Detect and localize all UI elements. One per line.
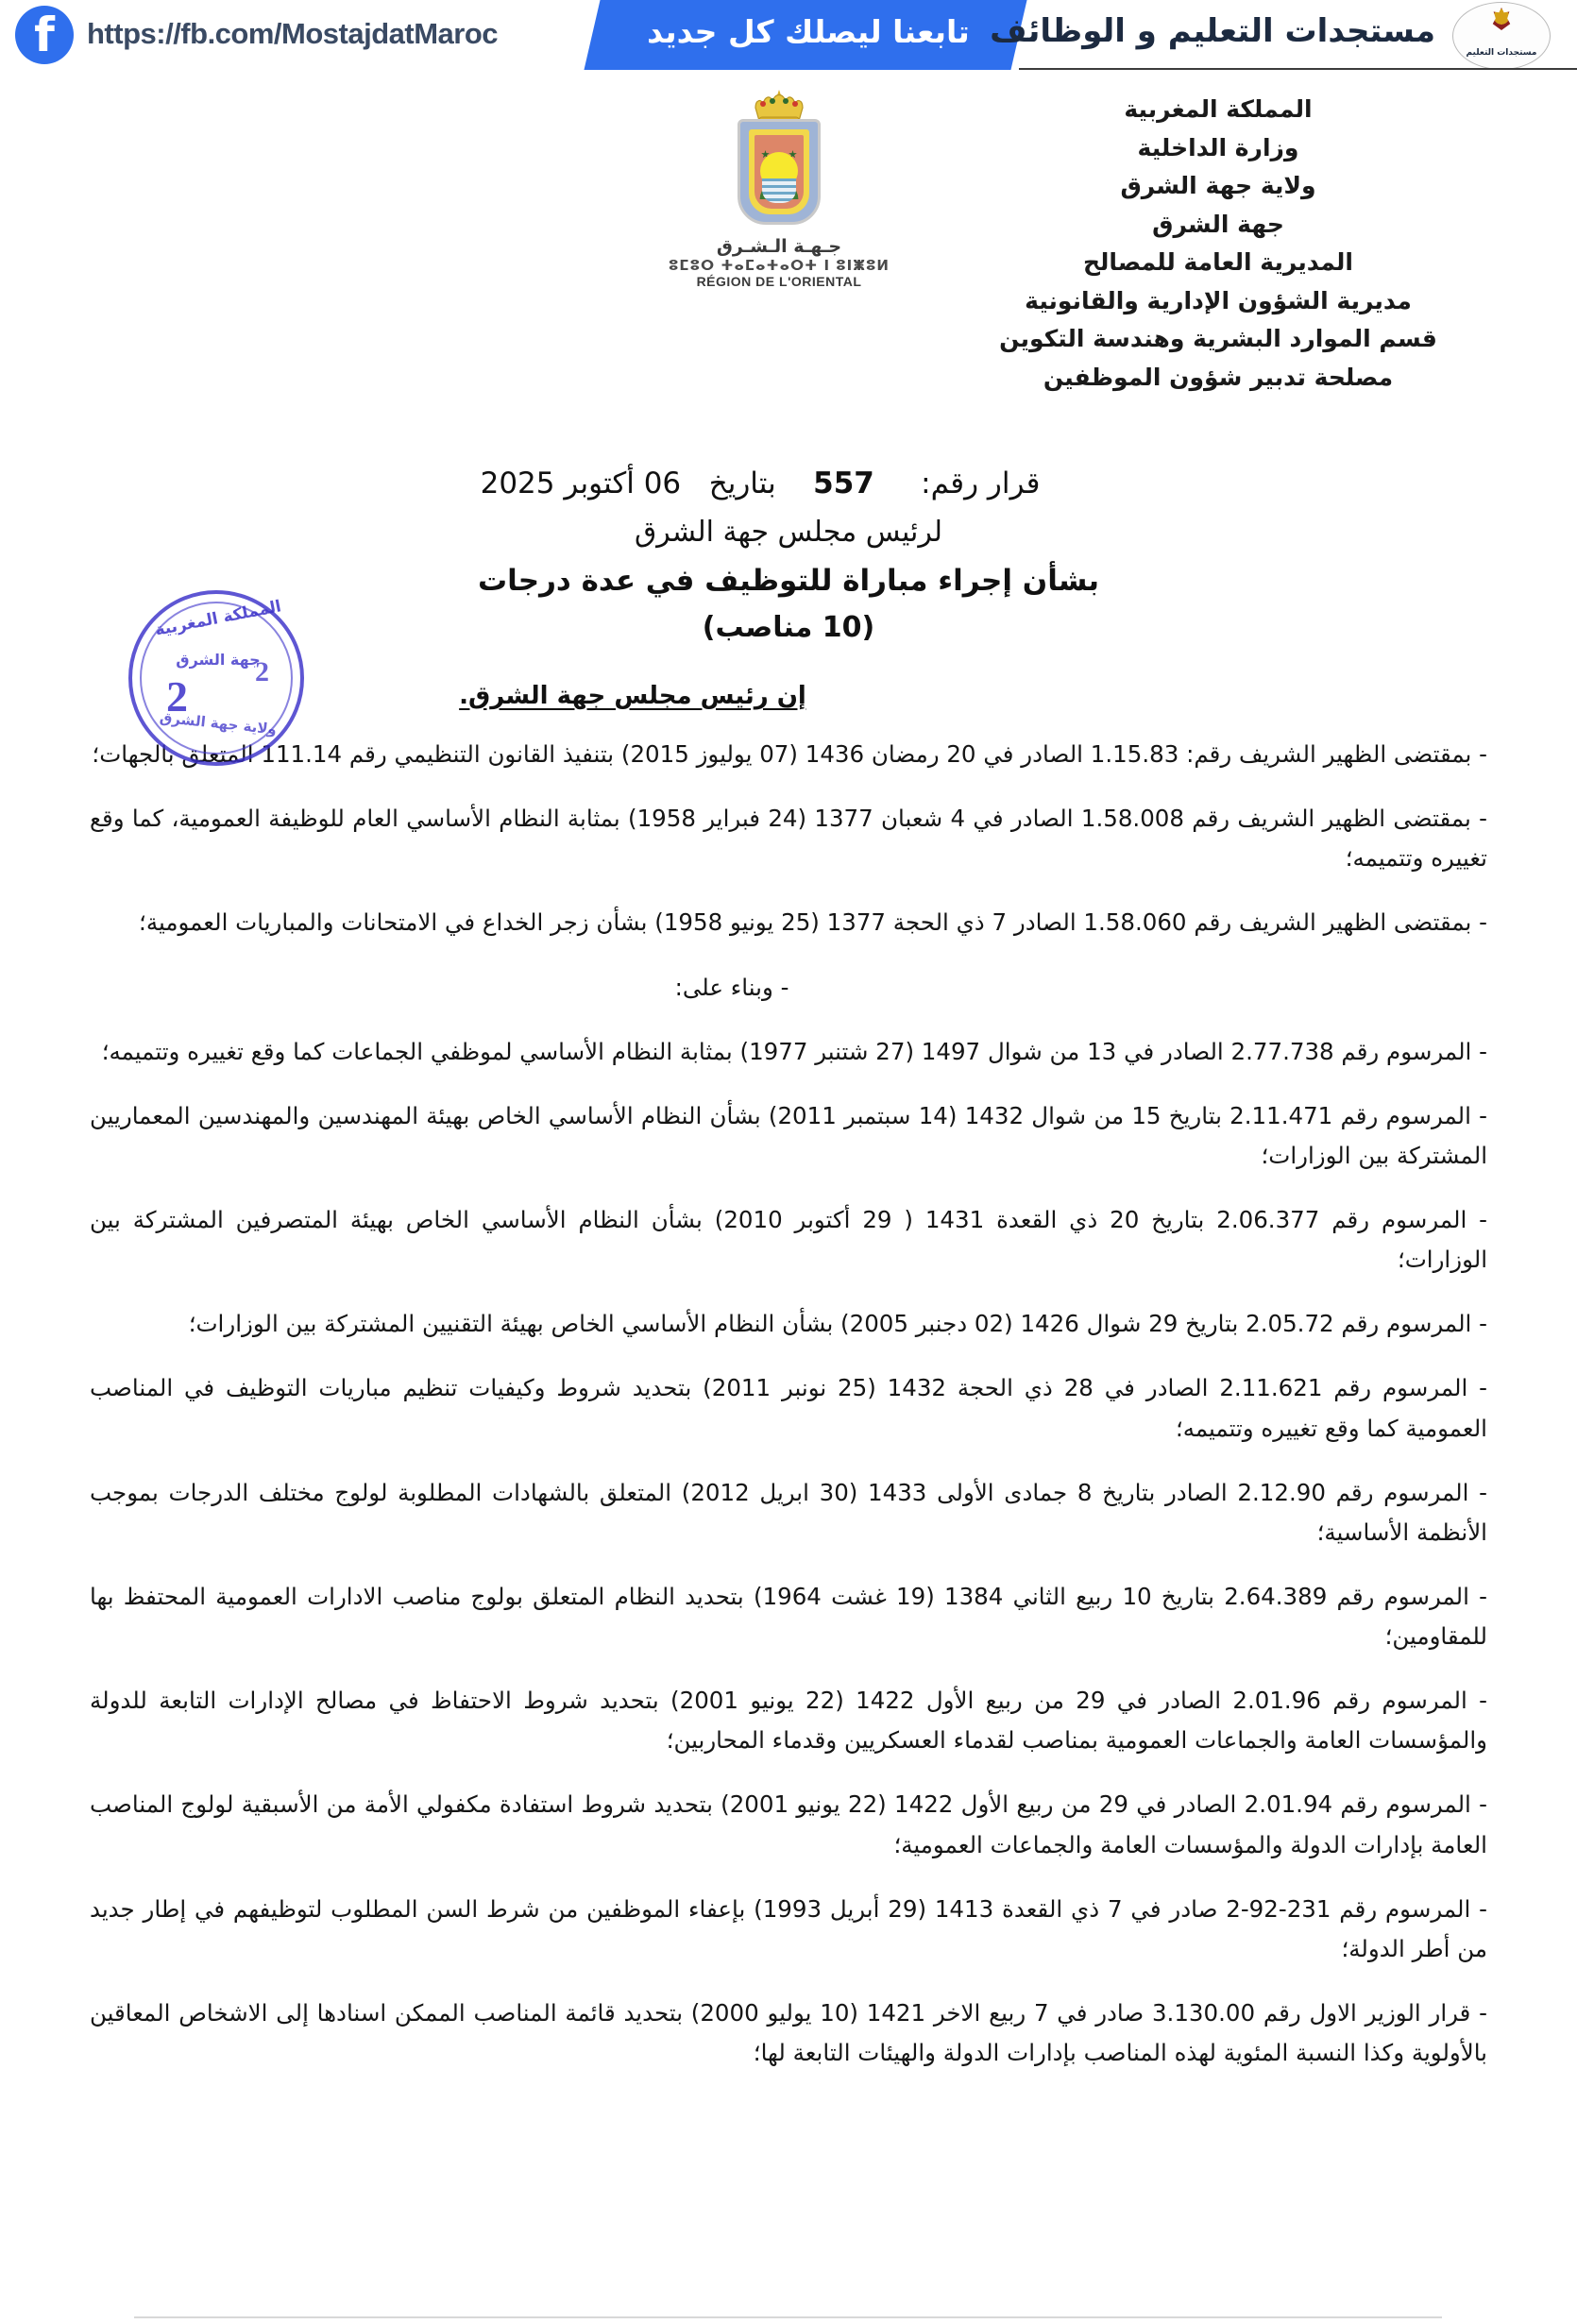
clause-item: - بمقتضى الظهير الشريف رقم 1.58.060 الصادر 7 ذي الحجة 1377 (25 يونيو 1958) بشأن زجر الخداع في الامتحانات والمباريات العمومية؛ — [139, 908, 1487, 937]
decision-authority: لرئيس مجلس جهة الشرق — [634, 516, 943, 549]
clause-item: - المرسوم رقم 2.05.72 بتاريخ 29 شوال 1426 (02 دجنبر 2005) بشأن النظام الأساسي الخاص بهيئة التقنيين المشتركة بين الوزارات؛ — [188, 1310, 1487, 1338]
stamp-number: 2 — [166, 672, 188, 721]
decision-title-block — [0, 466, 1577, 644]
letterhead-line-kingdom: المملكة المغربية — [1124, 95, 1313, 123]
letterhead-line-ministry: وزارة الداخلية — [1137, 133, 1299, 161]
shield-field — [755, 135, 804, 209]
shield-shape — [738, 119, 821, 225]
promo-banner — [0, 0, 1577, 70]
clause-item: - المرسوم رقم 2.01.96 الصادر في 29 من ربيع الأول 1422 (22 يونيو 2001) بتحديد شروط الاحتفاظ في مصالح الإدارات التابعة للدولة والمؤسسات العامة والجماعات العمومية بمناصب لقدماء العسكريين وقدماء المحاربين؛ — [90, 1687, 1487, 1755]
clause-item: - المرسوم رقم 2.01.94 الصادر في 29 من ربيع الأول 1422 (22 يونيو 2001) بتحديد شروط استفادة مكفولي الأمة من الأسبقية لولوج المناصب العامة بإدارات الدولة والمؤسسات العامة والجماعات العمومية؛ — [90, 1790, 1487, 1858]
facebook-f-glyph: f — [34, 8, 55, 62]
promo-brand-name: مستجدات التعليم و الوظائف — [990, 12, 1435, 50]
decision-number-prefix: قرار رقم: — [921, 466, 1041, 500]
stamp-top-text: المملكة المغربية — [153, 597, 283, 640]
clause-item: - المرسوم رقم 2.06.377 بتاريخ 20 ذي القعدة 1431 ( 29 أكتوبر 2010) بشأن النظام الأساسي الخاص بهيئة المتصرفين المشتركة بين الوزارات؛ — [90, 1206, 1488, 1274]
clause-item-basis: - وبناء على: — [674, 973, 789, 1001]
clause-item: - المرسوم رقم 2.64.389 بتاريخ 10 ربيع الثاني 1384 (19 غشت 1964) بتحديد النظام المتعلق بولوج مناصب الادارات العمومية المحتفظ بها للمقاومين؛ — [90, 1582, 1487, 1650]
letterhead-line-hr-division: قسم الموارد البشرية وهندسة التكوين — [999, 325, 1437, 352]
decision-subject: بشأن إجراء مباراة للتوظيف في عدة درجات — [477, 564, 1100, 598]
clause-item: - المرسوم رقم 231-92-2 صادر في 7 ذي القعدة 1413 (29 أبريل 1993) بإعفاء الموظفين من شرط السن المطلوب لتوظيفهم في إطار جديد من أطر الدولة؛ — [90, 1894, 1487, 1962]
facebook-icon[interactable] — [15, 6, 74, 64]
promo-logo-main-line-1: مستجدات التعليم — [1466, 48, 1537, 58]
stamp-bottom-text: ولاية جهة الشرق — [159, 708, 278, 738]
shield-inner-border — [749, 129, 809, 214]
clause-item: - المرسوم رقم 2.11.621 الصادر في 28 ذي الحجة 1432 (25 نونبر 2011) بتحديد شروط وكيفيات تنظيم مباريات التوظيف في المناصب العمومية كما وقع تغييره وتتميمه؛ — [90, 1374, 1487, 1442]
clause-item: - بمقتضى الظهير الشريف رقم 1.58.008 الصادر في 4 شعبان 1377 (24 فبراير 1958) بمثابة النظام الأساسي العام للوظيفة العمومية، كما وقع تغييره وتتميمه؛ — [90, 805, 1487, 873]
decision-number: 557 — [813, 466, 874, 500]
stamp-mid-text: جهة الشرق — [176, 651, 261, 669]
decision-date: 06 أكتوبر 2025 — [480, 466, 682, 500]
preamble-text: إن رئيس مجلس جهة الشرق. — [459, 682, 806, 710]
clause-item: - المرسوم رقم 2.12.90 الصادر بتاريخ 8 جمادى الأولى 1433 (30 ابريل 2012) المتعلق بالشهادات المطلوبة لولوج مختلف الدرجات بموجب الأنظمة الأساسية؛ — [90, 1478, 1487, 1546]
decision-reference-line — [0, 466, 1577, 500]
page-bottom-rule — [134, 2316, 1442, 2318]
emblem-caption-tifinagh: ⵓⵎⵓⵔ ⵜⴰⵎⴰⵜⴰⵔⵜ ⵏ ⵓⵏⵥⵓⵍ — [669, 257, 890, 274]
letterhead-line-general-directorate: المديرية العامة للمصالح — [1083, 248, 1353, 276]
letterhead-line-admin-legal-directorate: مديرية الشؤون الإدارية والقانونية — [1025, 286, 1412, 314]
promo-page-logo — [1452, 2, 1551, 70]
decision-date-prefix: بتاريخ — [708, 466, 776, 500]
clause-item: - قرار الوزير الاول رقم 3.130.00 صادر في 7 ربيع الاخر 1421 (10 يوليو 2000) بتحديد قائمة المناصب الممكن اسنادها إلى الاشخاص المعاقين بالأولوية وكذا النسبة المئوية لهذه المناصب بإدارات الدولة والهيئات التابعة لها؛ — [90, 1998, 1487, 2066]
letterhead-line-wilaya: ولاية جهة الشرق — [1120, 172, 1316, 199]
promo-logo-top-lines — [1453, 31, 1550, 38]
waves-icon — [762, 178, 796, 203]
letterhead-line-region: جهة الشرق — [1152, 210, 1284, 238]
letterhead-line-staff-service: مصلحة تدبير شؤون الموظفين — [1043, 363, 1394, 391]
letterhead — [0, 70, 1577, 466]
document-page — [0, 70, 1577, 2324]
stamp-number-secondary: 2 — [255, 656, 269, 687]
region-oriental-coat-of-arms — [730, 89, 828, 230]
legal-clauses-list — [90, 735, 1487, 2073]
clause-item: - بمقتضى الظهير الشريف رقم: 1.15.83 الصادر في 20 رمضان 1436 (07 يوليوز 2015) بتنفيذ القانون التنظيمي رقم 111.14 المتعلق بالجهات؛ — [92, 740, 1487, 768]
region-emblem — [652, 89, 907, 289]
letterhead-text-block — [925, 91, 1511, 397]
clause-item: - المرسوم رقم 2.11.471 بتاريخ 15 من شوال 1432 (14 سبتمبر 2011) بشأن النظام الأساسي الخاص بهيئة المهندسين والمهندسين المعماريين المشتركة بين الوزارات؛ — [90, 1101, 1487, 1169]
facebook-url-link[interactable]: https://fb.com/MostajdatMaroc — [87, 17, 499, 50]
moroccan-crest-icon — [1491, 8, 1512, 30]
emblem-caption-french: RÉGION DE L'ORIENTAL — [696, 274, 862, 289]
decision-positions-count: (10 مناصب) — [702, 611, 875, 644]
emblem-caption-arabic: جـهـة الـشـرق — [716, 236, 842, 257]
decision-preamble — [0, 682, 1577, 710]
promo-slogan: تابعنا ليصلك كل جديد — [647, 13, 970, 50]
clause-item: - المرسوم رقم 2.77.738 الصادر في 13 من شوال 1497 (27 شتنبر 1977) بمثابة النظام الأساسي لموظفي الجماعات كما وقع تغييره وتتميمه؛ — [101, 1037, 1487, 1065]
